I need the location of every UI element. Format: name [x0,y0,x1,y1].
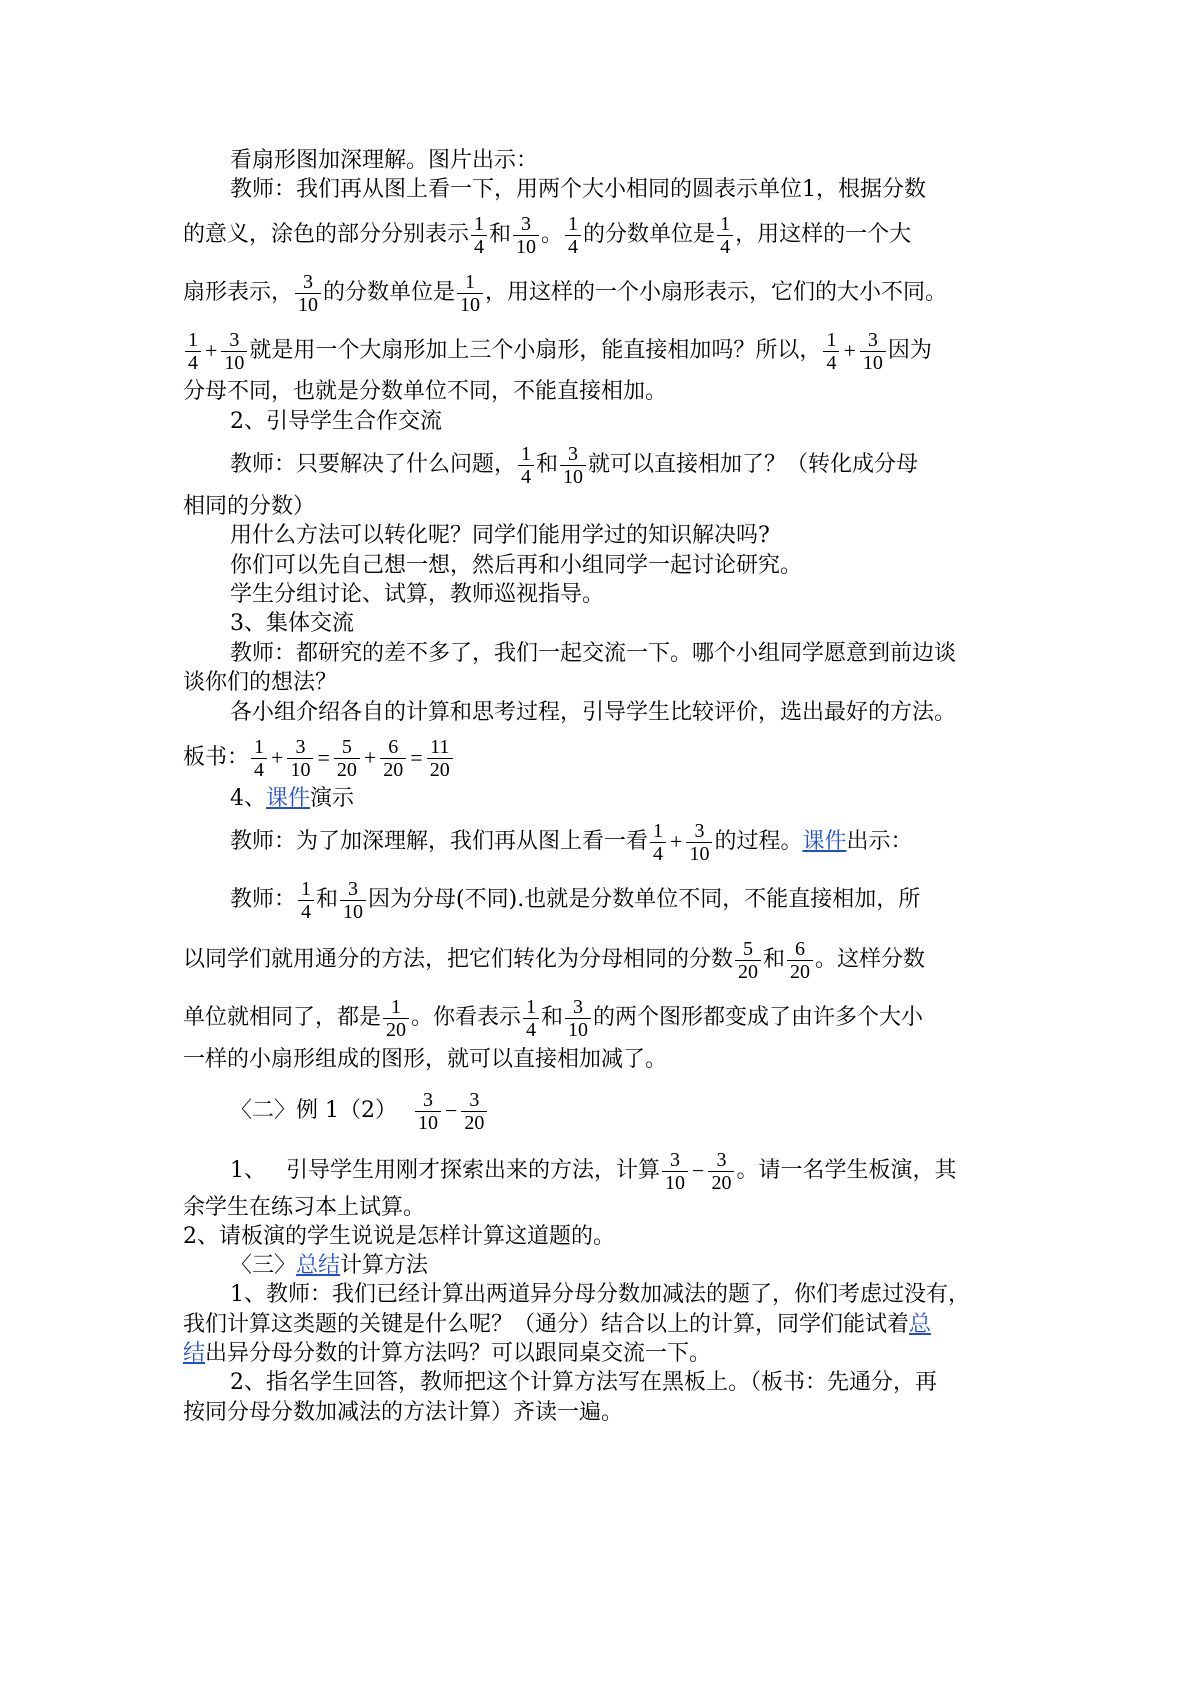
summary-link[interactable]: 总结 [296,1253,341,1278]
paragraph-line: $\frac{1}{4}$ + $\frac{3}{10}$ 就是用一个大扇形加上三个小扇形，能直接相加吗？所以， $\frac{1}{4}$ + $\frac{3}{10}$ 因为 [183,326,1023,376]
paragraph-line: 余学生在练习本上试算。 [183,1195,426,1220]
fraction-3-10: $\frac{3}{10}$ [287,736,313,781]
fraction-6-20: $\frac{6}{20}$ [380,736,406,781]
paragraph-line: 以同学们就用通分的方法，把它们转化为分母相同的分数 $\frac{5}{20}$ 和 $\frac{6}{20}$ 。这样分数 [183,937,926,983]
fraction-3-10: $\frac{3}{10}$ [340,878,366,923]
paragraph-line: 你们可以先自己想一想，然后再和小组同学一起讨论研究。 [230,553,803,578]
section-heading: 3、集体交流 [230,611,354,636]
paragraph-line: 2、指名学生回答，教师把这个计算方法写在黑板上。（板书：先通分，再 [230,1370,937,1395]
fraction-5-20: $\frac{5}{20}$ [334,736,360,781]
fraction-3-10: $\frac{3}{10}$ [560,443,586,488]
paragraph-line: 教师：我们再从图上看一下，用两个大小相同的圆表示单位1，根据分数 [230,177,926,202]
fraction-1-4: $\frac{1}{4}$ [251,736,267,781]
paragraph-line: 1、 引导学生用刚才探索出来的方法，计算 $\frac{3}{10}$ − $\frac{3}{20}$ 。请一名学生板演，其 [230,1148,957,1194]
fraction-1-4: $\frac{1}{4}$ [650,820,666,865]
paragraph-line: 的意义，涂色的部分分别表示 $\frac{1}{4}$ 和 $\frac{3}{10}$ 。 $\frac{1}{4}$ 的分数单位是 $\frac{1}{4}$ ，用这样的一个大 [183,212,912,258]
paragraph-line: 学生分组讨论、试算，教师巡视指导。 [230,582,605,607]
fraction-3-20: $\frac{3}{20}$ [461,1089,487,1134]
fraction-5-20: $\frac{5}{20}$ [735,938,761,983]
paragraph-line: 一样的小扇形组成的图形，就可以直接相加减了。 [183,1047,668,1072]
paragraph-line: 谈你们的想法？ [183,670,338,695]
fraction-3-20: $\frac{3}{20}$ [708,1149,734,1194]
paragraph-line: 看扇形图加深理解。图片出示： [230,148,539,173]
fraction-1-4: $\frac{1}{4}$ [518,443,534,488]
section-heading: 〈二〉例 1（2） $\frac{3}{10}$ − $\frac{3}{20}$ [230,1086,1023,1136]
fraction-1-4: $\frac{1}{4}$ [471,213,487,258]
paragraph-line: 我们计算这类题的关键是什么呢？（通分）结合以上的计算，同学们能试着 总 [183,1310,1023,1340]
courseware-link[interactable]: 课件 [266,786,311,811]
fraction-3-10: $\frac{3}{10}$ [415,1089,441,1134]
paragraph-line: 2、请板演的学生说说是怎样计算这道题的。 [183,1224,615,1249]
courseware-link[interactable]: 课件 [802,829,847,854]
fraction-6-20: $\frac{6}{20}$ [787,938,813,983]
fraction-1-20: $\frac{1}{20}$ [383,996,409,1041]
paragraph-line: 按同分母分数加减法的方法计算）齐读一遍。 [183,1400,624,1425]
section-heading: 〈三〉 总结 计算方法 [230,1251,1023,1281]
fraction-3-10: $\frac{3}{10}$ [513,213,539,258]
fraction-3-10: $\frac{3}{10}$ [295,271,321,316]
paragraph-line: 分母不同，也就是分数单位不同，不能直接相加。 [183,379,668,404]
paragraph-line: 1、教师：我们已经计算出两道异分母分数加减法的题了，你们考虑过没有， [230,1282,970,1307]
paragraph-line: 结 出异分母分数的计算方法吗？可以跟同桌交流一下。 [183,1339,1023,1369]
paragraph-line: 教师：都研究的差不多了，我们一起交流一下。哪个小组同学愿意到前边谈 [230,641,957,666]
paragraph-line: 扇形表示， $\frac{3}{10}$ 的分数单位是 $\frac{1}{10}$ ，用这样的一个小扇形表示，它们的大小不同。 [183,270,948,316]
fraction-1-4: $\frac{1}{4}$ [565,213,581,258]
section-heading: 4、 课件 演示 [230,784,1023,814]
paragraph-line: 各小组介绍各自的计算和思考过程，引导学生比较评价，选出最好的方法。 [230,700,957,725]
fraction-3-10: $\frac{3}{10}$ [860,329,886,374]
fraction-1-4: $\frac{1}{4}$ [523,996,539,1041]
fraction-1-4: $\frac{1}{4}$ [185,329,201,374]
paragraph-line: 单位就相同了，都是 $\frac{1}{20}$ 。你看表示 $\frac{1}{4}$ 和 $\frac{3}{10}$ 的两个图形都变成了由许多个大小 [183,995,924,1041]
board-writing-equation: 板书： $\frac{1}{4}$ + $\frac{3}{10}$ = $\frac{5}{20}$ + $\frac{6}{20}$ = $\frac{11}{20}$ [183,733,1023,783]
summary-link[interactable]: 总 [909,1312,932,1337]
section-heading: 2、引导学生合作交流 [230,409,442,434]
summary-link[interactable]: 结 [183,1341,206,1366]
paragraph-line: 教师：只要解决了什么问题， $\frac{1}{4}$ 和 $\frac{3}{10}$ 就可以直接相加了？（转化成分母 [230,442,919,488]
fraction-1-4: $\frac{1}{4}$ [823,329,839,374]
paragraph-line: 教师：为了加深理解，我们再从图上看一看 $\frac{1}{4}$ + $\frac{3}{10}$ 的过程。 课件 出示： [230,819,913,865]
fraction-1-10: $\frac{1}{10}$ [457,271,483,316]
fraction-1-4: $\frac{1}{4}$ [298,878,314,923]
fraction-3-10: $\frac{3}{10}$ [565,996,591,1041]
fraction-1-4: $\frac{1}{4}$ [717,213,733,258]
paragraph-line: 用什么方法可以转化呢？同学们能用学过的知识解决吗? [230,523,770,548]
fraction-3-10: $\frac{3}{10}$ [662,1149,688,1194]
fraction-11-20: $\frac{11}{20}$ [427,736,453,781]
paragraph-line: 教师： $\frac{1}{4}$ 和 $\frac{3}{10}$ 因为分母(不同).也就是分数单位不同，不能直接相加，所 [230,877,921,923]
fraction-3-10: $\frac{3}{10}$ [686,820,712,865]
paragraph-line: 相同的分数） [183,494,316,519]
fraction-3-10: $\frac{3}{10}$ [221,329,247,374]
